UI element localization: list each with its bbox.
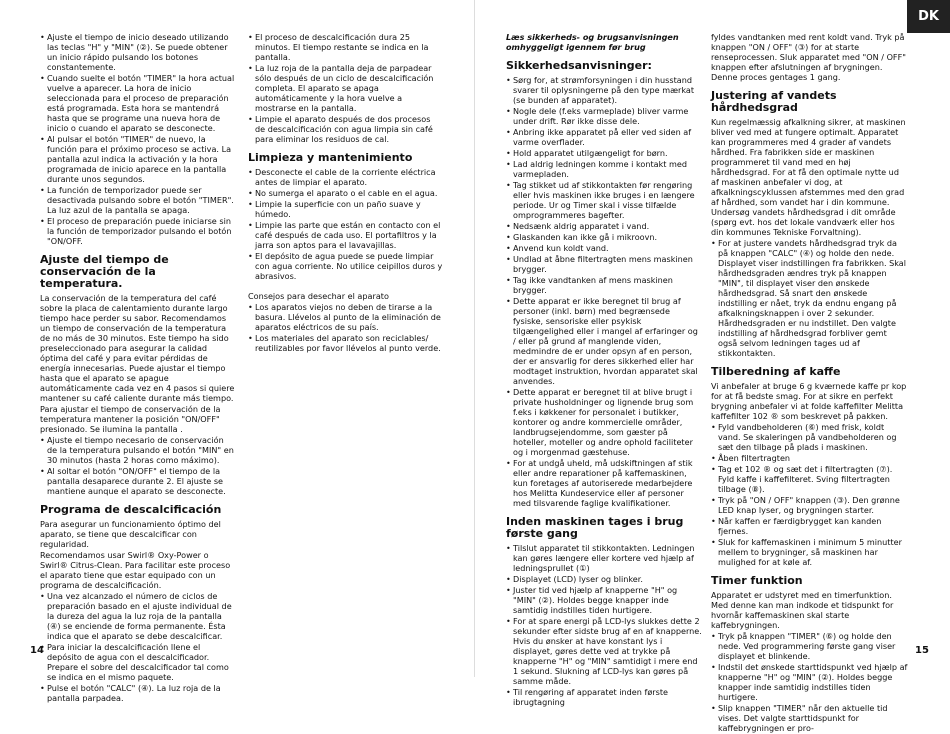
list-item: • Nedsænk aldrig apparatet i vand. <box>506 221 702 231</box>
list-item: • Desconecte el cable de la corriente eléctrica antes de limpiar el aparato. <box>248 167 443 187</box>
list-item: • Åben filtertragten <box>711 453 908 463</box>
list-item: • Nogle dele (f.eks varmeplade) bliver varme under drift. Rør ikke disse dele. <box>506 106 702 126</box>
language-tab: DK <box>907 0 950 33</box>
limpieza-list <box>248 167 443 281</box>
list-item: • For at undgå uheld, må udskiftningen af stik eller andre reparationer på kaffemaskinen, kun foretages af autoriserede medarbejdere hos Melitta Kundeservice eller af personer med tilsvarende faglige kvalifikationer. <box>506 458 702 508</box>
intro-note: Læs sikkerheds- og brugsanvisningen omhyggeligt igennem før brug <box>506 32 679 52</box>
timer-list <box>711 631 908 733</box>
heading-limpieza: Limpieza y mantenimiento <box>248 151 413 164</box>
paragraph: Kun regelmæssig afkalkning sikrer, at maskinen bliver ved med at fungere optimalt. Apparatet kan programmeres med 4 grader af vandets hårdhed. Fra fabrikken side er maskinen programmeret til vand med en høj hårdhedsgrad. For at få den optimale nytte ud af maskinen anbefaler vi dog, at afkalkningscyklussen afstemmes med den grad af hårdhed, som vandet har i din kommune. Undersøg vandets hårdhedsgrad i dit område (spørg evt. hos det lokale vandværk eller hos din kommunes Tekniske Forvaltning). <box>711 117 906 237</box>
list-item: • La luz roja de la pantalla deja de parpadear sólo después de un ciclo de descalcificación completa. El aparato se apaga automáticamente y la hora vuelve a mostrarse en la pantalla. <box>248 63 443 113</box>
list-item: • Tag stikket ud af stikkontakten før rengøring eller hvis maskinen ikke bruges i en længere periode. Ur og Timer skal i visse tilfælde omprogrammeres bagefter. <box>506 180 702 220</box>
list-item: • Anvend kun koldt vand. <box>506 243 702 253</box>
paragraph: fyldes vandtanken med rent koldt vand. Tryk på knappen "ON / OFF" (③) for at starte renseprocessen. Sluk apparatet med "ON / OFF" knappen efter afslutningen af brygningen. Denne proces gentages 1 gang. <box>711 32 906 82</box>
list-item: • For at spare energi på LCD-lys slukkes dette 2 sekunder efter sidste brug af en af knapperne. Hvis du ønsker at have konstant lys i displayet, gøres dette ved at trykke på knapperne "H" og "MIN" samtidigt i mere end 1 sekund. Slukning af LCD-lys kan gøres på samme måde. <box>506 616 702 686</box>
list-item: • Al pulsar el botón "TIMER" de nuevo, la función para el próximo proceso se activa. La pantalla azul indica la activación y la hora programada de inicio aparece en la pantalla durante unos segundos. <box>40 134 235 184</box>
list-item: • Juster tid ved hjælp af knapperne "H" og "MIN" (②). Holdes begge knapper inde samtidig indstilles tiden hurtigere. <box>506 585 702 615</box>
inden-list <box>506 543 702 707</box>
list-item: • Limpie el aparato después de dos procesos de descalcificación con agua limpia sin café para eliminar los residuos de cal. <box>248 114 443 144</box>
ajuste-list <box>40 435 235 496</box>
heading-inden: Inden maskinen tages i brug første gang <box>506 515 684 540</box>
paragraph: Para ajustar el tiempo de conservación de la temperatura mantener la posición "ON/OFF" presionado. Se ilumina la pantalla . <box>40 404 221 434</box>
list-item: • Los materiales del aparato son reciclables/ reutilizables por favor llévelos al punto verde. <box>248 333 443 353</box>
list-item: • Tag ikke vandtanken af mens maskinen brygger. <box>506 275 702 295</box>
list-item: • No sumerga el aparato o el cable en el agua. <box>248 188 443 198</box>
paragraph: Apparatet er udstyret med en timerfunktion. Med denne kan man indkode et tidspunkt for hvornår kaffemaskinen skal starte kaffebrygningen. <box>711 590 894 630</box>
heading-tilberedning: Tilberedning af kaffe <box>711 365 841 378</box>
list-item: • Undlad at åbne filtertragten mens maskinen brygger. <box>506 254 702 274</box>
list-item: • Al soltar el botón "ON/OFF" el tiempo de la pantalla desaparece durante 2. El ajuste se mantiene aunque el aparato se desconecte. <box>40 466 235 496</box>
heading-descalcificacion: Programa de descalcificación <box>40 503 222 516</box>
heading-justering: Justering af vandets hårdhedsgrad <box>711 89 837 114</box>
tilberedning-list <box>711 422 908 567</box>
list-item: • Dette apparat er beregnet til at blive brugt i private husholdninger og lignende brug som f.eks i køkkener for personalet i butikker, kontorer og andre kommercielle områder, landbrugsejendomme, som gæster på hoteller, moteller og andre ophold faciliteter og i morgenmad gæstehuse. <box>506 387 702 457</box>
page-number-right: 15 <box>915 645 929 656</box>
list-item: • Ajuste el tiempo de inicio deseado utilizando las teclas "H" y "MIN" (②). Se puede obtener un inicio rápido pulsando los botones constantemente. <box>40 32 235 72</box>
list-item: • Ajuste el tiempo necesario de conservación de la temperatura pulsando el botón "MIN" en 30 minutos (hasta 2 horas como máximo). <box>40 435 235 465</box>
list-item: • Una vez alcanzado el número de ciclos de preparación basado en el ajuste individual de la dureza del agua la luz roja de la pantalla (④) se enciende de forma permanente. Ésta indica que el aparato se debe descalcificar. <box>40 591 235 641</box>
paragraph: Recomendamos usar Swirl® Oxy-Power o Swirl® Citrus-Clean. Para facilitar este proceso el aparato tiene que estar equipado con un programa de descalcificación. <box>40 550 231 590</box>
consejos-title: Consejos para desechar el aparato <box>248 291 389 301</box>
list-item: • For at justere vandets hårdhedsgrad tryk da på knappen "CALC" (④) og holde den nede. Displayet viser indstillingen fra fabrikken. Skal hårdhedsgraden ændres tryk på knappen "MIN", til displayet viser den ønskede hårdhedsgrad. Så snart den ønskede indstilling er nået, tryk da endnu engang på afkalkningsknappen i over 2 sekunder. Hårdhedsgraden er nu indstillet. Den valgte indstilling af hårdhedsgrad forbliver gemt også selvom ledningen tages ud af stikkontakten. <box>711 238 908 358</box>
heading-ajuste: Ajuste del tiempo de conservación de la temperatura. <box>40 253 169 290</box>
list-item: • Tilslut apparatet til stikkontakten. Ledningen kan gøres længere eller kortere ved hjælp af ledningsprullet (①) <box>506 543 702 573</box>
timer-list-es <box>40 32 235 246</box>
list-item: • El proceso de descalcificación dura 25 minutos. El tiempo restante se indica en la pantalla. <box>248 32 443 62</box>
consejos-list <box>248 302 443 353</box>
list-item: • Glaskanden kan ikke gå i mikroovn. <box>506 232 702 242</box>
list-item: • Indstil det ønskede starttidspunkt ved hjælp af knapperne "H" og "MIN" (②). Holdes begge knapper inde samtidig indstilles tiden hurtigere. <box>711 662 908 702</box>
list-item: • Limpie las parte que están en contacto con el café después de cada uso. El portafiltros y la jarra son aptos para el lavavajillas. <box>248 220 443 250</box>
list-item: • Tryk på knappen "TIMER" (⑥) og holde den nede. Ved programmering første gang viser displayet et blinkende. <box>711 631 908 661</box>
descalc-list <box>40 591 235 703</box>
heading-timer: Timer funktion <box>711 574 803 587</box>
heading-sikkerhed: Sikkerhedsanvisninger: <box>506 59 652 72</box>
list-item: • Tag et 102 ® og sæt det i filtertragten (⑦). Fyld kaffe i kaffefilteret. Sving filtertragten tilbage (⑧). <box>711 464 908 494</box>
column-4 <box>711 32 908 734</box>
list-item: • Sluk for kaffemaskinen i minimum 5 minutter mellem to brygninger, så maskinen har mulighed for at køle af. <box>711 537 908 567</box>
paragraph: La conservación de la temperatura del café sobre la placa de calentamiento durante largo tiempo hace perder su sabor. Recomendamos un tiempo de conservación de la temperatura de no más de 30 minutos. Este tiempo ha sido preseleccionado para asegurar la calidad óptima del café y para evitar pérdidas de energía innecesarias. Puede ajustar el tiempo hasta que el aparato se apague automáticamente cada vez en 4 pasos si quiere mantener su café caliente durante más tiempo. <box>40 293 235 403</box>
sikkerhed-list <box>506 75 702 508</box>
paragraph: Para asegurar un funcionamiento óptimo del aparato, se tiene que descalcificar con regularidad. <box>40 519 221 549</box>
list-item: • Dette apparat er ikke beregnet til brug af personer (inkl. børn) med begrænsede fysiske, sensoriske eller psykisk tilgængelighed eller i mangel af erfaringer og / eller på grund af manglende viden, medmindre de er under opsyn af en person, der er ansvarlig for deres sikkerhed eller har modtaget instruktion, hvordan apparatet skal anvendes. <box>506 296 702 386</box>
list-item: • Displayet (LCD) lyser og blinker. <box>506 574 702 584</box>
list-item: • Tryk på "ON / OFF" knappen (③). Den grønne LED knap lyser, og brygningen starter. <box>711 495 908 515</box>
justering-list <box>711 238 908 358</box>
paragraph: Vi anbefaler at bruge 6 g kværnede kaffe pr kop for at få bedste smag. For at sikre en perfekt brygning anbefaler vi at folde kaffefilter Melitta kaffefilter 102 ® som beskrevet på pakken. <box>711 381 907 421</box>
list-item: • Lad aldrig ledningen komme i kontakt med varmepladen. <box>506 159 702 179</box>
list-item: • La función de temporizador puede ser desactivada pulsando sobre el botón "TIMER". La luz azul de la pantalla se apaga. <box>40 185 235 215</box>
list-item: • El proceso de preparación puede iniciarse sin la función de temporizador pulsando el botón "ON/OFF. <box>40 216 235 246</box>
list-item: • Anbring ikke apparatet på eller ved siden af varme overflader. <box>506 127 702 147</box>
list-item: • Fyld vandbeholderen (⑥) med frisk, koldt vand. Se skaleringen på vandbeholderen og sæt den tilbage på plads i maskinen. <box>711 422 908 452</box>
column-1 <box>40 32 235 704</box>
column-3 <box>506 32 702 708</box>
list-item: • Pulse el botón "CALC" (④). La luz roja de la pantalla parpadea. <box>40 683 235 703</box>
list-item: • Limpie la superficie con un paño suave y húmedo. <box>248 199 443 219</box>
list-item: • El depósito de agua puede se puede limpiar con agua corriente. No utilice ceipillos duros y abrasivos. <box>248 251 443 281</box>
page-spine <box>474 0 475 677</box>
descalc-cont-list <box>248 32 443 144</box>
list-item: • Til rengøring af apparatet inden første ibrugtagning <box>506 687 702 707</box>
page-number-left: 14 <box>30 645 44 656</box>
list-item: • Hold apparatet utilgængeligt for børn. <box>506 148 702 158</box>
list-item: • Sørg for, at strømforsyningen i din husstand svarer til oplysningerne på den type mærkat (se bunden af apparatet). <box>506 75 702 105</box>
list-item: • Cuando suelte el botón "TIMER" la hora actual vuelve a aparecer. La hora de inicio seleccionada para el proceso de preparación está programada. Esta hora se mantendrá hasta que se programe una nueva hora de inicio o cuando el aparato se desconecte. <box>40 73 235 133</box>
list-item: • Når kaffen er færdigbrygget kan kanden fjernes. <box>711 516 908 536</box>
column-2 <box>248 32 443 354</box>
list-item: • Para iniciar la descalcificación llene el depósito de agua con el descalcificador. Prepare el sobre del descalcificador tal como se indica en el mismo paquete. <box>40 642 235 682</box>
list-item: • Los aparatos viejos no deben de tirarse a la basura. Llévelos al punto de la eliminación de aparatos eléctricos de su país. <box>248 302 443 332</box>
list-item: • Slip knappen "TIMER" når den aktuelle tid vises. Det valgte starttidspunkt for kaffebrygningen er pro- <box>711 703 908 733</box>
